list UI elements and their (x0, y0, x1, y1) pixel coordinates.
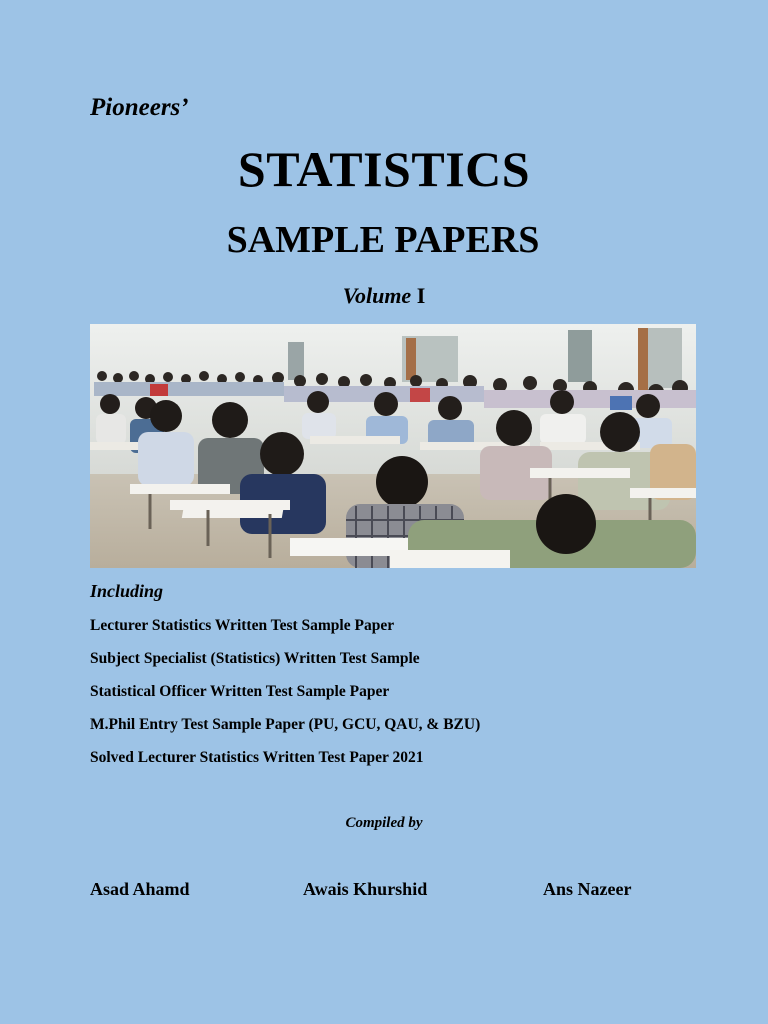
paper-item: Solved Lecturer Statistics Written Test Paper 2021 (90, 749, 424, 766)
volume-word: Volume (342, 283, 412, 308)
book-title: STATISTICS (237, 141, 531, 197)
paper-item: Lecturer Statistics Written Test Sample Paper (90, 617, 395, 634)
volume-number: I (416, 283, 426, 308)
exam-hall-photo (90, 324, 696, 568)
paper-list (90, 616, 480, 781)
volume-label (0, 283, 768, 309)
paper-item: M.Phil Entry Test Sample Paper (PU, GCU, QAU, & BZU) (90, 716, 481, 733)
including-label: Including (90, 581, 164, 601)
author-name: Asad Ahamd (90, 879, 190, 899)
author-name: Awais Khurshid (303, 879, 428, 899)
compiled-by-label: Compiled by (345, 815, 423, 831)
paper-item: Subject Specialist (Statistics) Written Test Sample (90, 650, 420, 667)
author-name: Ans Nazeer (543, 879, 632, 899)
book-subtitle: SAMPLE PAPERS (226, 219, 540, 261)
paper-item: Statistical Officer Written Test Sample Paper (90, 683, 390, 700)
publisher-name: Pioneers’ (90, 94, 189, 121)
